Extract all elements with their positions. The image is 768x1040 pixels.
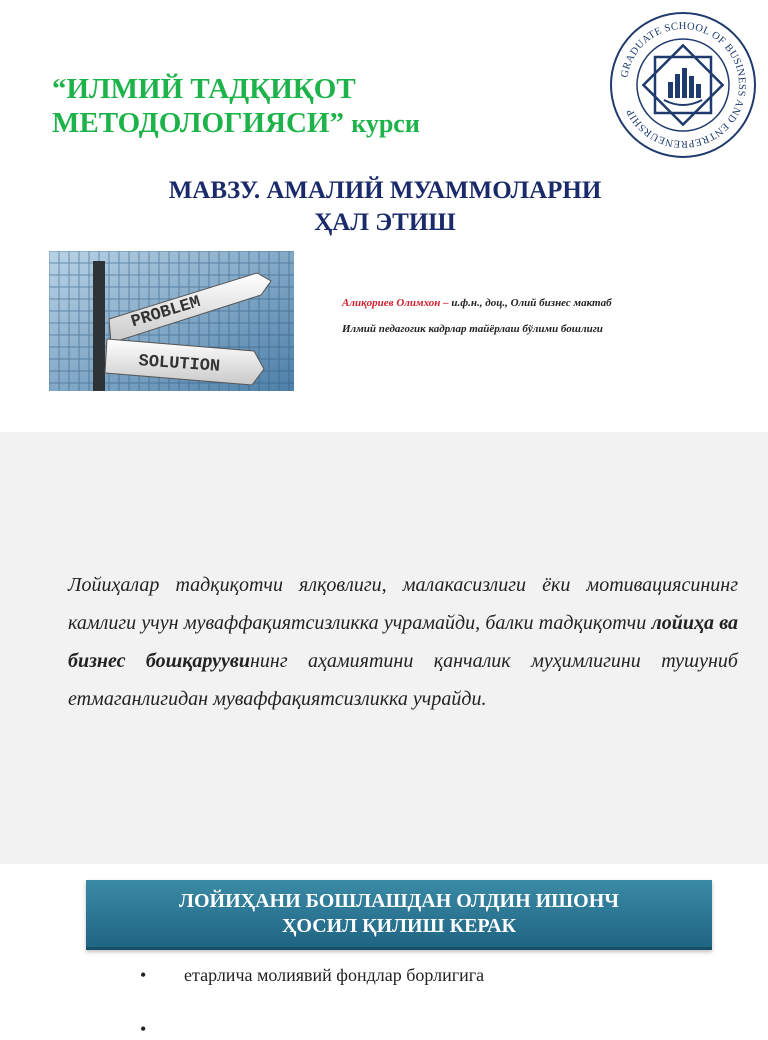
logo-ring-text: GRADUATE SCHOOL OF BUSINESS AND ENTREPRENEURSHIP [619, 20, 748, 150]
author-line-1 [342, 296, 742, 310]
solution-sign-label: SOLUTION [137, 352, 221, 377]
school-logo [608, 10, 758, 160]
course-title [52, 72, 572, 141]
author-info [342, 296, 742, 336]
paragraph-text-start: Лойиҳалар тадқиқотчи ялқовлиги, малакасизлиги ёки мотивациясининг камлиги учун муваффақиятсизликка учрамайди, балки тадқиқотчи [68, 574, 738, 634]
title-slide [0, 0, 768, 432]
main-paragraph [68, 566, 738, 718]
course-title-suffix: курси [351, 109, 420, 138]
author-name: Алиқориев Олимхон – [342, 297, 449, 309]
section-banner [86, 880, 712, 950]
course-title-main: “ИЛМИЙ ТАДҚИҚОТ МЕТОДОЛОГИЯСИ” [52, 73, 356, 139]
author-position: Илмий педагогик кадрлар тайёрлаш бўлими бошлиги [342, 323, 603, 335]
bullet-marker: • [140, 1019, 147, 1039]
signpost-pole [93, 261, 105, 391]
topic-line-2: ҲАЛ ЭТИШ [314, 209, 456, 236]
paragraph-text-end: нинг аҳамиятини қанчалик муҳимлигини тушуниб етмаганлигидан муваффақиятсизликка учрайди. [68, 650, 738, 710]
bullet-marker: • [140, 965, 147, 985]
bullet-text: етарлича молиявий фондлар борлигига [184, 965, 485, 985]
topic-title [90, 175, 680, 239]
banner-line-1: ЛОЙИҲАНИ БОШЛАШДАН ОЛДИН ИШОНЧ [179, 890, 619, 912]
topic-line-1: МАВЗУ. АМАЛИЙ МУАММОЛАРНИ [168, 177, 602, 204]
problem-solution-image [49, 251, 294, 391]
problem-sign-label: PROBLEM [129, 293, 203, 333]
author-credentials: и.ф.н., доц., Олий бизнес мактаб [448, 297, 612, 309]
banner-line-2: ҲОСИЛ ҚИЛИШ КЕРАК [281, 915, 517, 937]
paragraph-emphasis: лойиҳа ва бизнес бошқарууви [68, 612, 739, 672]
